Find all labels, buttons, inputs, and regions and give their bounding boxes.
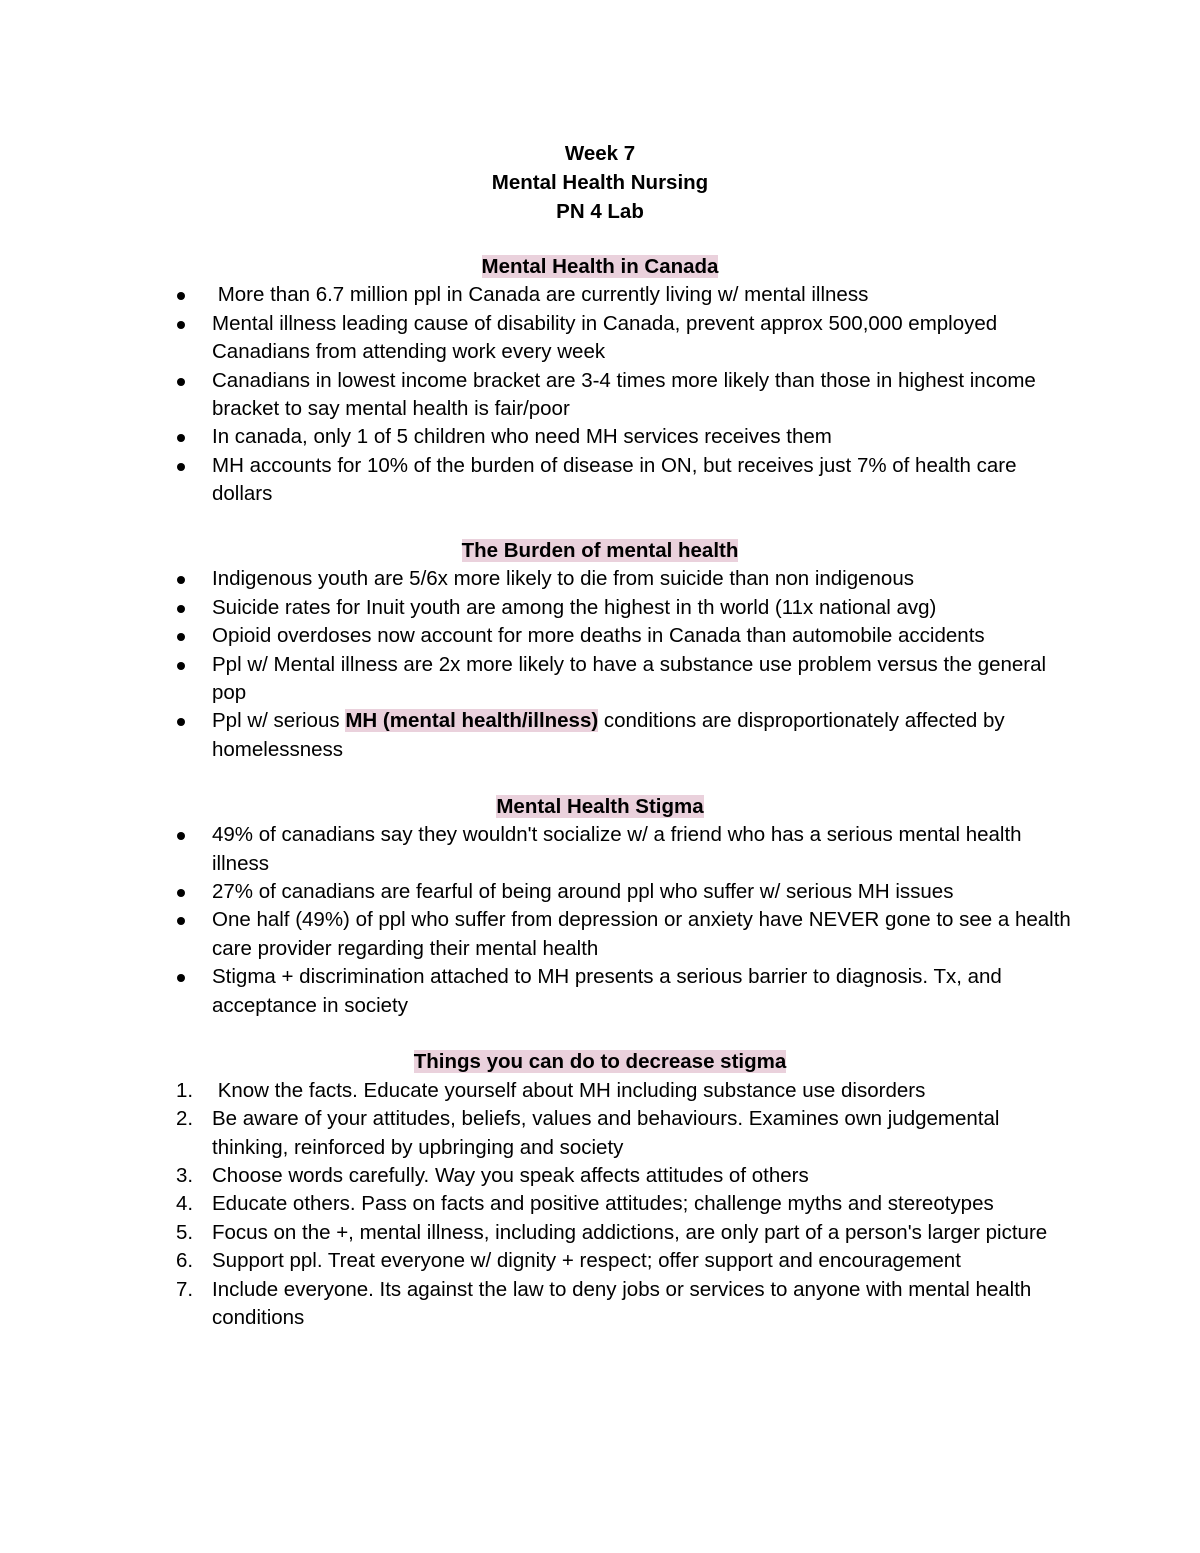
bullet-icon — [177, 662, 185, 670]
section-mental-health-stigma — [0, 793, 1200, 1020]
bullet-icon — [177, 576, 185, 584]
bullet-icon — [177, 718, 185, 726]
course-subtitle: PN 4 Lab — [556, 200, 644, 223]
item-number: 7. — [176, 1277, 194, 1301]
bullet-icon — [177, 889, 185, 897]
list-item: More than 6.7 million ppl in Canada are currently living w/ mental illness — [212, 281, 1072, 309]
section-heading: Things you can do to decrease stigma — [413, 1050, 787, 1074]
bullet-icon — [177, 292, 185, 300]
list-item: Opioid overdoses now account for more deaths in Canada than automobile accidents — [212, 622, 1072, 650]
list-item: Mental illness leading cause of disability in Canada, prevent approx 500,000 employed Canadians from attending work every week — [212, 310, 1072, 367]
list-item: 27% of canadians are fearful of being around ppl who suffer w/ serious MH issues — [212, 878, 1072, 906]
section-heading: The Burden of mental health — [461, 539, 739, 563]
list-item: Canadians in lowest income bracket are 3-4 times more likely than those in highest income bracket to say mental health is fair/poor — [212, 367, 1072, 424]
bullet-icon — [177, 463, 185, 471]
bullet-icon — [177, 832, 185, 840]
course-title: Mental Health Nursing — [491, 171, 709, 194]
bullet-icon — [177, 974, 185, 982]
bullet-list — [212, 565, 1072, 764]
list-item: 6. Support ppl. Treat everyone w/ dignity + respect; offer support and encouragement — [212, 1247, 1072, 1275]
section-heading: Mental Health Stigma — [496, 794, 704, 818]
bullet-icon — [177, 917, 185, 925]
list-item: Suicide rates for Inuit youth are among the highest in th world (11x national avg) — [212, 594, 1072, 622]
week-label: Week 7 — [564, 142, 636, 165]
item-text-after: conditions are disproportionately affected by homelessness — [212, 709, 1011, 761]
item-number: 2. — [176, 1107, 194, 1131]
list-item: 5. Focus on the +, mental illness, including addictions, are only part of a person's larger picture — [212, 1219, 1072, 1247]
bullet-icon — [177, 434, 185, 442]
list-item — [212, 707, 1072, 764]
bullet-icon — [177, 378, 185, 386]
list-item: Ppl w/ Mental illness are 2x more likely to have a substance use problem versus the general pop — [212, 651, 1072, 708]
bullet-icon — [177, 321, 185, 329]
list-item: 3. Choose words carefully. Way you speak affects attitudes of others — [212, 1162, 1072, 1190]
bullet-list — [212, 821, 1072, 1020]
list-item: 7. Include everyone. Its against the law to deny jobs or services to anyone with mental health conditions — [176, 1277, 1032, 1329]
list-item: One half (49%) of ppl who suffer from depression or anxiety have NEVER gone to see a health care provider regarding their mental health — [212, 906, 1072, 963]
list-item: In canada, only 1 of 5 children who need MH services receives them — [212, 423, 1072, 451]
item-number: 6. — [176, 1249, 194, 1273]
item-number: 4. — [176, 1192, 194, 1216]
section-heading: Mental Health in Canada — [481, 255, 719, 278]
list-item: 4. Educate others. Pass on facts and positive attitudes; challenge myths and stereotypes — [212, 1190, 1072, 1218]
document-title-block — [0, 139, 1200, 226]
bullet-icon — [177, 605, 185, 613]
list-item: 1. Know the facts. Educate yourself about MH including substance use disorders — [212, 1077, 1072, 1105]
item-number: 5. — [176, 1220, 194, 1244]
item-text-before: Ppl w/ serious — [212, 709, 346, 733]
section-decrease-stigma — [0, 1048, 1200, 1332]
document-body — [0, 253, 1200, 1361]
list-item: 2. Be aware of your attitudes, beliefs, values and behaviours. Examines own judgemental thinking, reinforced by upbringing and society — [176, 1107, 1000, 1159]
list-item: MH accounts for 10% of the burden of disease in ON, but receives just 7% of health care dollars — [212, 452, 1072, 509]
section-burden-of-mental-health — [0, 537, 1200, 764]
item-number: 1. — [176, 1078, 194, 1102]
list-item: Stigma + discrimination attached to MH presents a serious barrier to diagnosis. Tx, and acceptance in society — [212, 963, 1072, 1020]
section-mental-health-in-canada — [0, 253, 1200, 509]
bullet-list — [212, 281, 1072, 508]
item-number: 3. — [176, 1163, 194, 1187]
bullet-icon — [177, 633, 185, 641]
numbered-list — [176, 1077, 1072, 1333]
highlighted-term: MH (mental health/illness) — [345, 709, 599, 733]
list-item: Indigenous youth are 5/6x more likely to die from suicide than non indigenous — [212, 565, 1072, 593]
list-item: 49% of canadians say they wouldn't socialize w/ a friend who has a serious mental health illness — [212, 821, 1072, 878]
